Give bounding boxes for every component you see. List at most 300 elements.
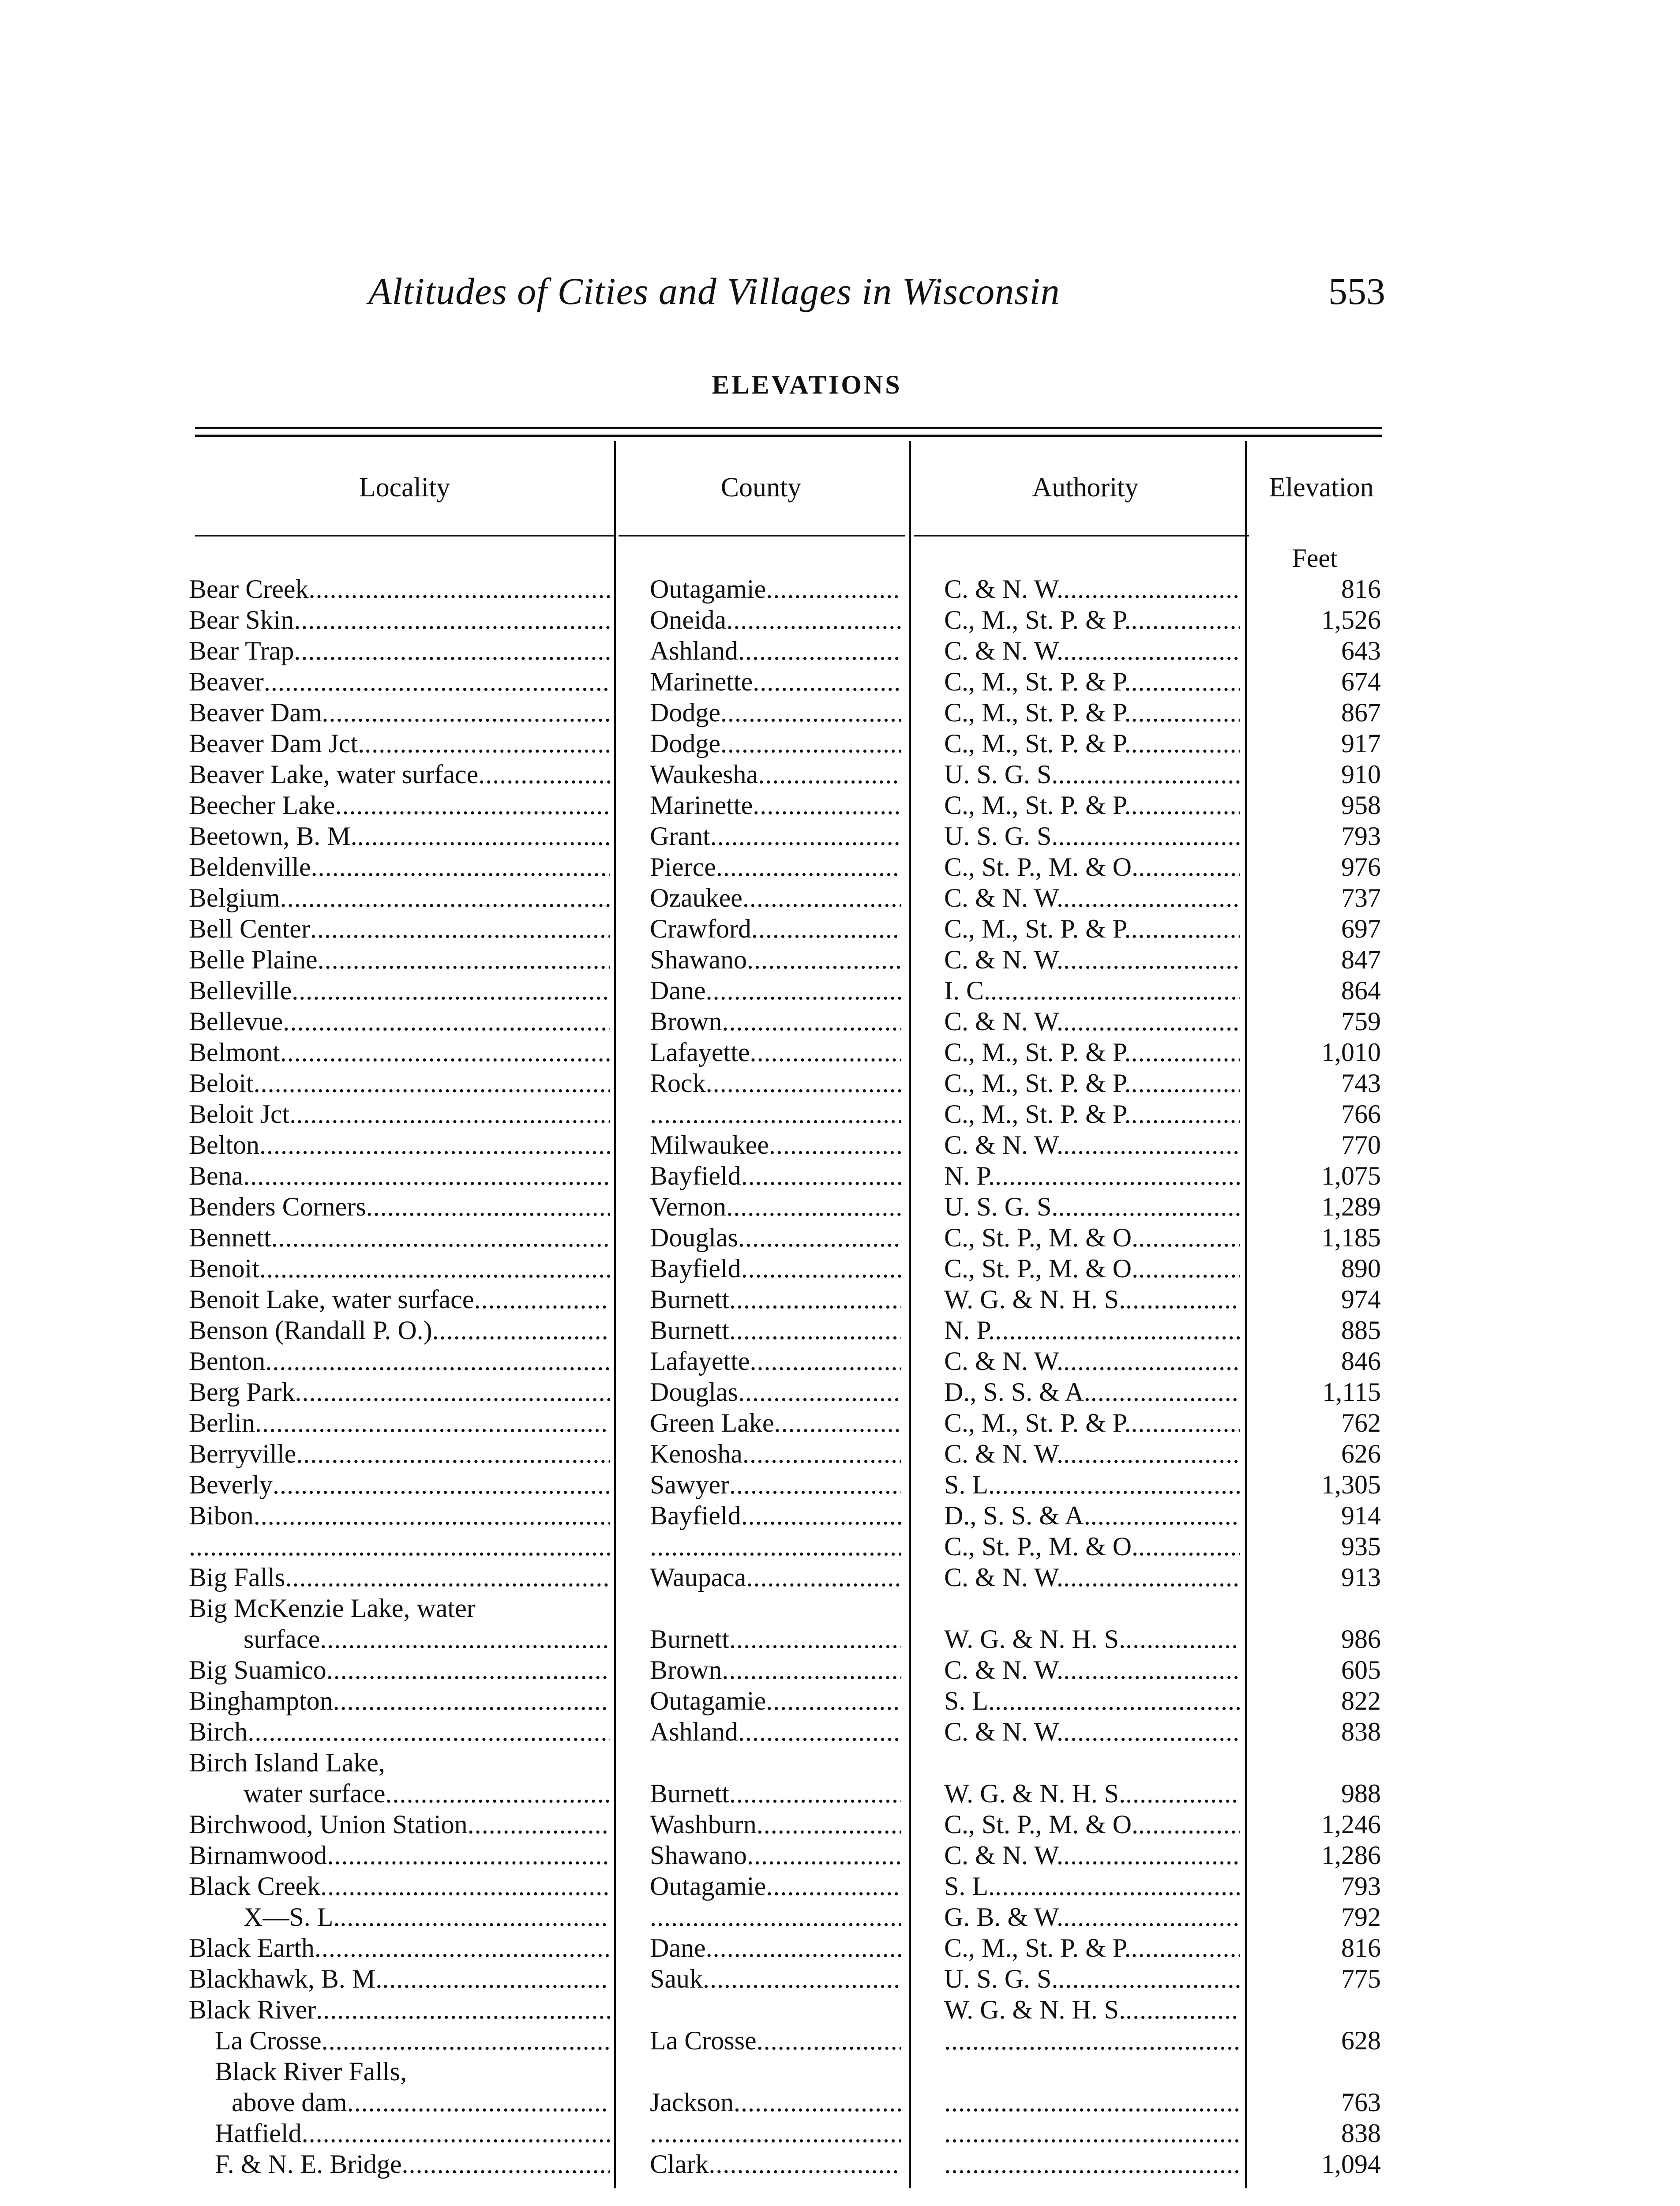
county-cell	[650, 1716, 901, 1747]
county-cell-text: Vernon	[650, 1192, 727, 1221]
locality-cell-text: Bena	[189, 1161, 244, 1190]
county-cell	[650, 1685, 901, 1716]
elevation-cell-text: 890	[1341, 1254, 1381, 1283]
authority-cell	[944, 2087, 1240, 2118]
authority-cell-text: C., M., St. P. & P.	[944, 1038, 1131, 1067]
authority-cell	[944, 1377, 1240, 1407]
locality-cell	[189, 1315, 610, 1346]
county-cell	[650, 1840, 901, 1871]
locality-cell-text: Bibon	[189, 1501, 254, 1530]
locality-cell	[189, 1129, 610, 1160]
elevation-cell-text: 605	[1341, 1655, 1381, 1685]
locality-cell	[215, 2149, 610, 2180]
authority-cell	[944, 2025, 1240, 2056]
locality-cell-text: Bear Skin	[189, 605, 294, 634]
county-cell	[650, 852, 901, 882]
table-row	[0, 1871, 1680, 1902]
elevation-cell	[1249, 1994, 1381, 2025]
column-header-county: County	[720, 473, 802, 503]
locality-cell	[189, 1963, 610, 1994]
locality-cell	[189, 574, 610, 604]
elevation-cell-text: 864	[1341, 976, 1381, 1005]
locality-cell	[189, 1932, 610, 1963]
table-row	[0, 1562, 1680, 1593]
locality-cell-text: Benoit Lake, water surface	[189, 1285, 474, 1314]
elevation-cell	[1249, 1624, 1381, 1654]
elevation-cell-text: 1,115	[1322, 1377, 1381, 1407]
county-cell-text: Dodge	[650, 698, 720, 727]
county-cell	[650, 1871, 901, 1902]
authority-cell	[944, 1902, 1240, 1932]
elevation-cell	[1249, 1932, 1381, 1963]
locality-cell-text: Belleville	[189, 976, 292, 1005]
authority-cell-text: C. & N. W.	[944, 945, 1064, 974]
locality-cell	[189, 1037, 610, 1068]
county-cell	[650, 1963, 901, 1994]
table-row	[0, 1624, 1680, 1654]
elevation-cell	[1249, 697, 1381, 728]
authority-cell-text: C., M., St. P. & P.	[944, 1099, 1131, 1129]
elevation-cell	[1249, 821, 1381, 852]
locality-cell	[189, 1531, 610, 1562]
authority-cell-text: C. & N. W.	[944, 1439, 1064, 1468]
county-cell-text: Pierce	[650, 852, 716, 882]
locality-cell	[189, 1654, 610, 1685]
authority-cell-text: W. G. & N. H. S.	[944, 1624, 1126, 1654]
elevation-cell-text: 643	[1341, 636, 1381, 665]
county-cell-text: Sawyer	[650, 1470, 729, 1499]
county-cell-text: Dodge	[650, 729, 720, 758]
authority-cell-text: N. P.	[944, 1161, 995, 1190]
county-cell	[650, 1531, 901, 1562]
elevation-cell	[1249, 666, 1381, 697]
locality-cell	[189, 1747, 610, 1778]
county-cell	[650, 1377, 901, 1407]
elevation-cell	[1249, 975, 1381, 1006]
unit-row	[0, 543, 1680, 574]
top-rule	[195, 427, 1382, 429]
county-cell	[650, 944, 901, 975]
elevation-cell-text: 793	[1341, 1872, 1381, 1901]
table-row	[0, 1840, 1680, 1871]
county-cell	[650, 2118, 901, 2149]
locality-cell	[189, 1006, 610, 1037]
elevation-cell-text: 822	[1341, 1686, 1381, 1715]
authority-cell-text: D., S. S. & A.	[944, 1377, 1091, 1407]
authority-cell	[944, 1068, 1240, 1099]
authority-cell	[944, 1099, 1240, 1129]
county-cell	[650, 2056, 901, 2087]
locality-cell-text: Belton	[189, 1130, 259, 1159]
authority-cell	[944, 697, 1240, 728]
county-cell-text: Dane	[650, 1933, 706, 1962]
table-row	[0, 1068, 1680, 1099]
county-cell	[650, 759, 901, 790]
elevation-cell	[1249, 2118, 1381, 2149]
table-row	[0, 944, 1680, 975]
elevation-cell-text: 1,289	[1321, 1192, 1381, 1221]
table-row	[0, 1006, 1680, 1037]
column-header-locality: Locality	[359, 473, 450, 503]
authority-cell-text: C. & N. W.	[944, 1130, 1064, 1159]
table-row	[0, 1747, 1680, 1778]
page-header	[0, 269, 1680, 318]
elevation-cell-text: 1,286	[1321, 1841, 1381, 1870]
locality-cell-text: Beaver Lake, water surface	[189, 760, 479, 789]
authority-cell-text: U. S. G. S.	[944, 1192, 1058, 1221]
elevation-cell-text: 1,094	[1321, 2150, 1381, 2179]
table-row	[0, 975, 1680, 1006]
county-cell-text: Outagamie	[650, 1686, 766, 1715]
locality-cell	[189, 944, 610, 975]
authority-cell	[944, 821, 1240, 852]
table-row	[0, 1685, 1680, 1716]
authority-cell	[944, 1253, 1240, 1284]
elevation-cell-text: 763	[1341, 2088, 1381, 2117]
county-cell	[650, 574, 901, 604]
county-cell-text: Green Lake	[650, 1408, 774, 1437]
locality-cell	[189, 1253, 610, 1284]
county-cell	[650, 1778, 901, 1809]
authority-cell	[944, 1994, 1240, 2025]
county-cell	[650, 1099, 901, 1129]
elevation-cell-text: 737	[1341, 883, 1381, 912]
county-cell-text: Marinette	[650, 791, 753, 820]
elevation-cell	[1249, 1129, 1381, 1160]
table-row	[0, 1654, 1680, 1685]
elevation-cell-text: 838	[1341, 1717, 1381, 1746]
locality-cell	[189, 1593, 610, 1624]
elevation-cell	[1249, 1840, 1381, 1871]
county-cell-text: Ashland	[650, 1717, 738, 1746]
locality-cell	[189, 1500, 610, 1531]
table-row	[0, 1253, 1680, 1284]
county-cell-text: Dane	[650, 976, 706, 1005]
elevation-cell	[1249, 1531, 1381, 1562]
elevation-cell-text: 847	[1341, 945, 1381, 974]
header-rule-county	[619, 535, 905, 536]
table-row	[0, 759, 1680, 790]
locality-cell	[189, 1407, 610, 1438]
county-cell-text: Waupaca	[650, 1563, 746, 1592]
locality-cell-text: X—S. L.	[244, 1902, 340, 1932]
authority-cell-text: C. & N. W.	[944, 574, 1064, 604]
elevation-cell-text: 988	[1341, 1779, 1381, 1808]
table-row	[0, 574, 1680, 604]
county-cell-text: Lafayette	[650, 1347, 750, 1376]
locality-cell-text: Beloit	[189, 1069, 254, 1098]
elevation-cell-text: 935	[1341, 1532, 1381, 1561]
locality-cell	[189, 1346, 610, 1377]
table-row	[0, 1407, 1680, 1438]
authority-cell-text: S. L.	[944, 1686, 995, 1715]
table-row	[0, 1963, 1680, 1994]
county-cell-text: Burnett	[650, 1285, 729, 1314]
authority-cell	[944, 1191, 1240, 1222]
elevation-cell-text: 792	[1341, 1902, 1381, 1932]
elevation-cell	[1249, 728, 1381, 759]
county-cell	[650, 1129, 901, 1160]
authority-cell-text: C., M., St. P. & P.	[944, 729, 1131, 758]
table-row	[0, 1160, 1680, 1191]
locality-cell	[189, 1438, 610, 1469]
locality-cell	[189, 821, 610, 852]
table-row	[0, 1932, 1680, 1963]
locality-cell-text: Benoit	[189, 1254, 259, 1283]
elevation-cell-text: 766	[1341, 1099, 1381, 1129]
authority-cell-text: C., St. P., M. & O.	[944, 1532, 1139, 1561]
authority-cell-text: C. & N. W.	[944, 1563, 1064, 1592]
table-row	[0, 1377, 1680, 1407]
table-row	[0, 1099, 1680, 1129]
locality-cell	[189, 697, 610, 728]
county-cell-text: Burnett	[650, 1316, 729, 1345]
county-cell-text: Oneida	[650, 605, 727, 634]
elevation-cell	[1249, 944, 1381, 975]
unit-label: Feet	[1292, 544, 1338, 573]
elevation-cell	[1249, 790, 1381, 821]
locality-cell-text: Berryville	[189, 1439, 296, 1468]
authority-cell-text: G. B. & W.	[944, 1902, 1064, 1932]
locality-cell-text: Big McKenzie Lake, water	[189, 1594, 476, 1623]
authority-cell-text: C. & N. W.	[944, 636, 1064, 665]
locality-cell	[189, 728, 610, 759]
locality-cell	[189, 1685, 610, 1716]
locality-cell	[189, 1840, 610, 1871]
table-row	[0, 666, 1680, 697]
elevation-cell	[1249, 1160, 1381, 1191]
authority-cell	[944, 2118, 1240, 2149]
elevation-cell-text: 626	[1341, 1439, 1381, 1468]
county-cell	[650, 975, 901, 1006]
locality-cell-text: Berlin	[189, 1408, 255, 1437]
table-row	[0, 1191, 1680, 1222]
elevation-cell	[1249, 913, 1381, 944]
authority-cell	[944, 1129, 1240, 1160]
authority-cell	[944, 604, 1240, 635]
locality-cell	[189, 1469, 610, 1500]
authority-cell	[944, 1315, 1240, 1346]
locality-cell-text: Birchwood, Union Station	[189, 1810, 468, 1839]
table-row	[0, 821, 1680, 852]
authority-cell-text: C., M., St. P. & P.	[944, 1408, 1131, 1437]
elevation-cell-text: 762	[1341, 1408, 1381, 1437]
table-row	[0, 1809, 1680, 1840]
locality-cell-text: Bennett	[189, 1223, 271, 1252]
section-title: ELEVATIONS	[712, 370, 902, 399]
locality-cell	[215, 2118, 610, 2149]
county-cell	[650, 1315, 901, 1346]
elevation-cell-text: 917	[1341, 729, 1381, 758]
authority-cell-text: S. L.	[944, 1470, 995, 1499]
county-cell	[650, 697, 901, 728]
authority-cell	[944, 2149, 1240, 2180]
authority-cell	[944, 1932, 1240, 1963]
elevation-cell	[1249, 1284, 1381, 1315]
authority-cell-text: U. S. G. S.	[944, 760, 1058, 789]
county-cell	[650, 882, 901, 913]
elevation-cell	[1249, 1562, 1381, 1593]
county-cell-text: Burnett	[650, 1779, 729, 1808]
locality-cell	[189, 1068, 610, 1099]
elevation-cell	[1249, 1222, 1381, 1253]
column-header-authority: Authority	[1032, 473, 1139, 503]
county-cell-text: Crawford	[650, 914, 751, 943]
authority-cell	[944, 666, 1240, 697]
header-rule-authority	[914, 535, 1249, 536]
county-cell	[650, 821, 901, 852]
locality-cell-text: above dam	[232, 2088, 347, 2117]
locality-cell-text: Binghampton	[189, 1686, 333, 1715]
column-header-elevation: Elevation	[1269, 473, 1374, 503]
elevation-cell	[1249, 1469, 1381, 1500]
locality-cell	[244, 1902, 610, 1932]
authority-cell	[944, 1531, 1240, 1562]
table-row	[0, 2056, 1680, 2087]
locality-cell	[189, 1284, 610, 1315]
elevation-cell	[1249, 882, 1381, 913]
county-cell-text: Sauk	[650, 1964, 703, 1993]
authority-cell-text: C. & N. W.	[944, 1841, 1064, 1870]
county-cell	[650, 1902, 901, 1932]
authority-cell-text: C., M., St. P. & P.	[944, 1933, 1131, 1962]
county-cell-text: Grant	[650, 822, 710, 851]
elevation-cell	[1249, 1500, 1381, 1531]
elevation-cell-text: 885	[1341, 1316, 1381, 1345]
elevation-cell-text: 628	[1341, 2026, 1381, 2055]
authority-cell	[944, 1871, 1240, 1902]
county-cell	[650, 2087, 901, 2118]
table-row	[0, 1346, 1680, 1377]
authority-cell-text: C. & N. W.	[944, 1347, 1064, 1376]
county-cell	[650, 635, 901, 666]
elevation-cell-text: 1,305	[1321, 1470, 1381, 1499]
elevation-cell-text: 1,075	[1321, 1161, 1381, 1190]
locality-cell-text: Birch	[189, 1717, 248, 1746]
authority-cell	[944, 1840, 1240, 1871]
authority-cell-text: W. G. & N. H. S.	[944, 1779, 1126, 1808]
header-rule-locality	[195, 535, 615, 536]
authority-cell	[944, 1438, 1240, 1469]
authority-cell	[944, 1747, 1240, 1778]
locality-cell-text: Benton	[189, 1347, 266, 1376]
locality-cell	[189, 1562, 610, 1593]
locality-cell-text: Beaver Dam	[189, 698, 322, 727]
county-cell	[650, 1562, 901, 1593]
locality-cell-text: Belgium	[189, 883, 280, 912]
authority-cell	[944, 574, 1240, 604]
locality-cell	[189, 604, 610, 635]
locality-cell	[189, 1871, 610, 1902]
county-cell-text: Bayfield	[650, 1501, 741, 1530]
locality-cell	[189, 1191, 610, 1222]
elevation-cell-text: 910	[1341, 760, 1381, 789]
locality-cell-text: Benders Corners	[189, 1192, 366, 1221]
authority-cell-text: W. G. & N. H. S.	[944, 1285, 1126, 1314]
locality-cell-text: Benson (Randall P. O.)	[189, 1316, 432, 1345]
locality-cell-text: F. & N. E. Bridge	[215, 2150, 402, 2179]
county-cell-text: La Crosse	[650, 2026, 757, 2055]
county-cell	[650, 1438, 901, 1469]
table-row	[0, 1284, 1680, 1315]
elevation-cell	[1249, 1902, 1381, 1932]
county-cell-text: Outagamie	[650, 1872, 766, 1901]
locality-cell	[244, 1778, 610, 1809]
authority-cell	[944, 1222, 1240, 1253]
locality-cell	[189, 635, 610, 666]
locality-cell-text: Beecher Lake	[189, 791, 335, 820]
elevation-cell-text: 770	[1341, 1130, 1381, 1159]
authority-cell-text: U. S. G. S.	[944, 1964, 1058, 1993]
locality-cell	[215, 2025, 610, 2056]
table-row	[0, 2118, 1680, 2149]
elevation-cell	[1249, 1191, 1381, 1222]
county-cell	[650, 1006, 901, 1037]
locality-cell-text: Beetown, B. M.	[189, 822, 357, 851]
locality-cell	[189, 882, 610, 913]
locality-cell	[189, 1160, 610, 1191]
county-cell	[650, 1932, 901, 1963]
table-row	[0, 1902, 1680, 1932]
running-title: Altitudes of Cities and Villages in Wisconsin	[368, 270, 1060, 312]
county-cell	[650, 1253, 901, 1284]
locality-cell-text: Belle Plaine	[189, 945, 318, 974]
authority-cell-text: D., S. S. & A.	[944, 1501, 1091, 1530]
elevation-cell	[1249, 635, 1381, 666]
locality-cell-text: Blackhawk, B. M.	[189, 1964, 382, 1993]
county-cell-text: Marinette	[650, 667, 753, 696]
county-cell-text: Waukesha	[650, 760, 758, 789]
authority-cell-text: C., St. P., M. & O.	[944, 1223, 1139, 1252]
authority-cell	[944, 975, 1240, 1006]
table-row	[0, 2149, 1680, 2180]
elevation-cell-text: 1,246	[1321, 1810, 1381, 1839]
table-row	[0, 1994, 1680, 2025]
elevation-cell-text: 958	[1341, 791, 1381, 820]
elevation-cell-text: 974	[1341, 1285, 1381, 1314]
table-row	[0, 1438, 1680, 1469]
authority-cell	[944, 1407, 1240, 1438]
elevation-cell-text: 913	[1341, 1563, 1381, 1592]
county-cell	[650, 1191, 901, 1222]
locality-cell	[189, 1994, 610, 2025]
county-cell	[650, 790, 901, 821]
locality-cell-text: Bear Trap	[189, 636, 294, 665]
elevation-cell	[1249, 1438, 1381, 1469]
county-cell	[650, 1284, 901, 1315]
elevation-cell	[1249, 1099, 1381, 1129]
county-cell-text: Brown	[650, 1007, 722, 1036]
locality-cell-text: La Crosse	[215, 2026, 322, 2055]
elevation-cell-text: 743	[1341, 1069, 1381, 1098]
authority-cell-text: C. & N. W.	[944, 1717, 1064, 1746]
locality-cell	[189, 1809, 610, 1840]
locality-cell-text: Big Falls	[189, 1563, 285, 1592]
table-row	[0, 1129, 1680, 1160]
county-cell-text: Ashland	[650, 636, 738, 665]
county-cell-text: Bayfield	[650, 1254, 741, 1283]
county-cell	[650, 1407, 901, 1438]
authority-cell	[944, 852, 1240, 882]
authority-cell-text: C., M., St. P. & P.	[944, 791, 1131, 820]
elevation-cell-text: 1,526	[1321, 605, 1381, 634]
county-cell-text: Outagamie	[650, 574, 766, 604]
authority-cell	[944, 1685, 1240, 1716]
elevation-cell-text: 793	[1341, 822, 1381, 851]
authority-cell	[944, 790, 1240, 821]
authority-cell	[944, 1284, 1240, 1315]
authority-cell-text: W. G. & N. H. S.	[944, 1995, 1126, 2024]
